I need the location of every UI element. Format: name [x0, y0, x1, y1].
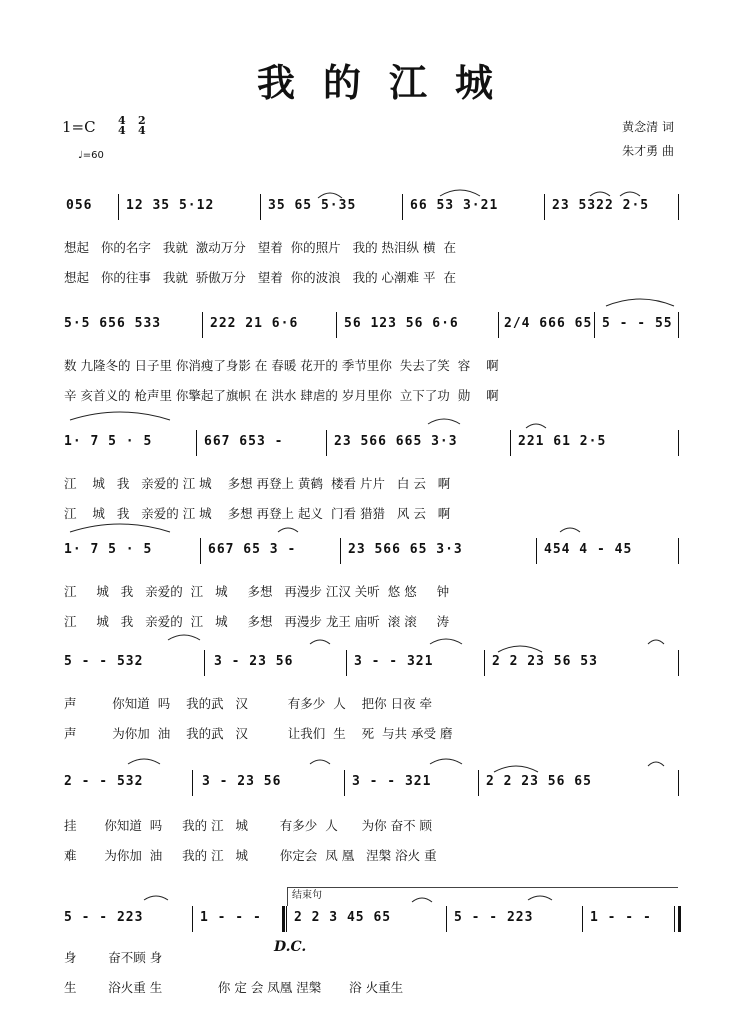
- measure: 1· 7 5 · 5: [64, 542, 153, 557]
- measure: 66 53 3·21: [410, 198, 499, 213]
- slur: [128, 759, 160, 764]
- meter-a-bottom: 4: [118, 124, 126, 137]
- slur: [310, 640, 330, 644]
- meter-b-top: 2: [138, 114, 146, 127]
- measure: 454 4 - 45: [544, 542, 633, 557]
- measure: 3 - - 321: [354, 654, 434, 669]
- slur: [498, 646, 542, 652]
- measure: 1· 7 5 · 5: [64, 434, 153, 449]
- meter-b-bottom: 4: [138, 124, 146, 137]
- lyric-line: 身 奋不顾 身: [64, 950, 163, 965]
- slur: [428, 419, 460, 424]
- slur: [70, 412, 170, 420]
- key-signature: 1=C: [62, 118, 96, 136]
- measure: 1 - - -: [200, 910, 262, 925]
- measure: 2 2 23 56 65: [486, 774, 592, 789]
- slur: [560, 528, 580, 532]
- meter-a-top: 4: [118, 114, 126, 127]
- slur: [606, 299, 674, 306]
- tempo-marking: ♩=60: [78, 150, 104, 161]
- measure: 2 - - 532: [64, 774, 144, 789]
- measure: 056: [66, 198, 93, 213]
- lyric-line: 江 城 我 亲爱的 江 城 多想 再登上 起义 门看 猎猎 风 云 啊: [64, 506, 451, 521]
- measure: 5 - - 223: [454, 910, 534, 925]
- lyric-line: 江 城 我 亲爱的 江 城 多想 再漫步 江汉 关听 悠 悠 钟: [64, 584, 450, 599]
- slur: [528, 896, 552, 900]
- ending-label: 结束句: [292, 890, 322, 901]
- measure: 667 65 3 -: [208, 542, 297, 557]
- lyric-line: 声 为你加 油 我的武 汉 让我们 生 死 与共 承受 磨: [64, 726, 453, 741]
- measure: 222 21 6·6: [210, 316, 299, 331]
- measure: 2 2 23 56 53: [492, 654, 598, 669]
- slur: [430, 639, 462, 644]
- lyric-line: 辛 亥首义的 枪声里 你擎起了旗帜 在 洪水 肆虐的 岁月里你 立下了功 勋 啊: [64, 388, 499, 403]
- slur: [168, 635, 200, 640]
- slur: [278, 528, 298, 532]
- measure: 667 653 -: [204, 434, 284, 449]
- measure: 2/4 666 65: [504, 316, 593, 331]
- measure: 1 - - -: [590, 910, 652, 925]
- measure: 5 - - 55: [602, 316, 673, 331]
- measure: 3 - 23 56: [202, 774, 282, 789]
- measure: 56 123 56 6·6: [344, 316, 459, 331]
- measure: 5·5 656 533: [64, 316, 162, 331]
- slur: [412, 898, 432, 902]
- measure: 12 35 5·12: [126, 198, 215, 213]
- measure: 23 566 665 3·3: [334, 434, 458, 449]
- slur: [620, 192, 640, 196]
- slur: [648, 762, 664, 766]
- composer-credit: 朱才勇 曲: [622, 144, 674, 158]
- slur: [70, 524, 170, 532]
- slur: [144, 896, 168, 900]
- slur: [526, 424, 546, 428]
- slur: [590, 192, 610, 196]
- measure: 35 65 5·35: [268, 198, 357, 213]
- measure: 23 5322 2·5: [552, 198, 650, 213]
- lyricist-credit: 黄念清 词: [622, 120, 674, 134]
- lyric-line: 江 城 我 亲爱的 江 城 多想 再登上 黄鹤 楼看 片片 白 云 啊: [64, 476, 451, 491]
- da-capo-mark: D.C.: [274, 939, 307, 955]
- lyric-line: 声 你知道 吗 我的武 汉 有多少 人 把你 日夜 牵: [64, 696, 433, 711]
- lyric-line: 数 九隆冬的 日子里 你消瘦了身影 在 春暖 花开的 季节里你 失去了笑 容 啊: [64, 358, 499, 373]
- slur: [310, 760, 330, 764]
- page-title: 我的江城: [256, 60, 521, 105]
- measure: 2 2 3 45 65: [294, 910, 392, 925]
- measure: 23 566 65 3·3: [348, 542, 463, 557]
- lyric-line: 挂 你知道 吗 我的 江 城 有多少 人 为你 奋不 顾: [64, 818, 433, 833]
- slur: [430, 759, 462, 764]
- slur: [494, 766, 538, 772]
- measure: 5 - - 223: [64, 910, 144, 925]
- lyric-line: 想起 你的往事 我就 骄傲万分 望着 你的波浪 我的 心潮难 平 在: [64, 270, 456, 285]
- slur: [318, 193, 342, 198]
- lyric-line: 难 为你加 油 我的 江 城 你定会 凤 凰 涅槃 浴火 重: [64, 848, 437, 863]
- slur: [648, 640, 664, 644]
- lyric-line: 生 浴火重 生 你 定 会 凤凰 涅槃 浴 火重生: [64, 980, 404, 995]
- measure: 3 - 23 56: [214, 654, 294, 669]
- measure: 3 - - 321: [352, 774, 432, 789]
- lyric-line: 想起 你的名字 我就 激动万分 望着 你的照片 我的 热泪纵 横 在: [64, 240, 456, 255]
- slur: [440, 190, 480, 196]
- measure: 5 - - 532: [64, 654, 144, 669]
- measure: 221 61 2·5: [518, 434, 607, 449]
- lyric-line: 江 城 我 亲爱的 江 城 多想 再漫步 龙王 庙听 滚 滚 涛: [64, 614, 450, 629]
